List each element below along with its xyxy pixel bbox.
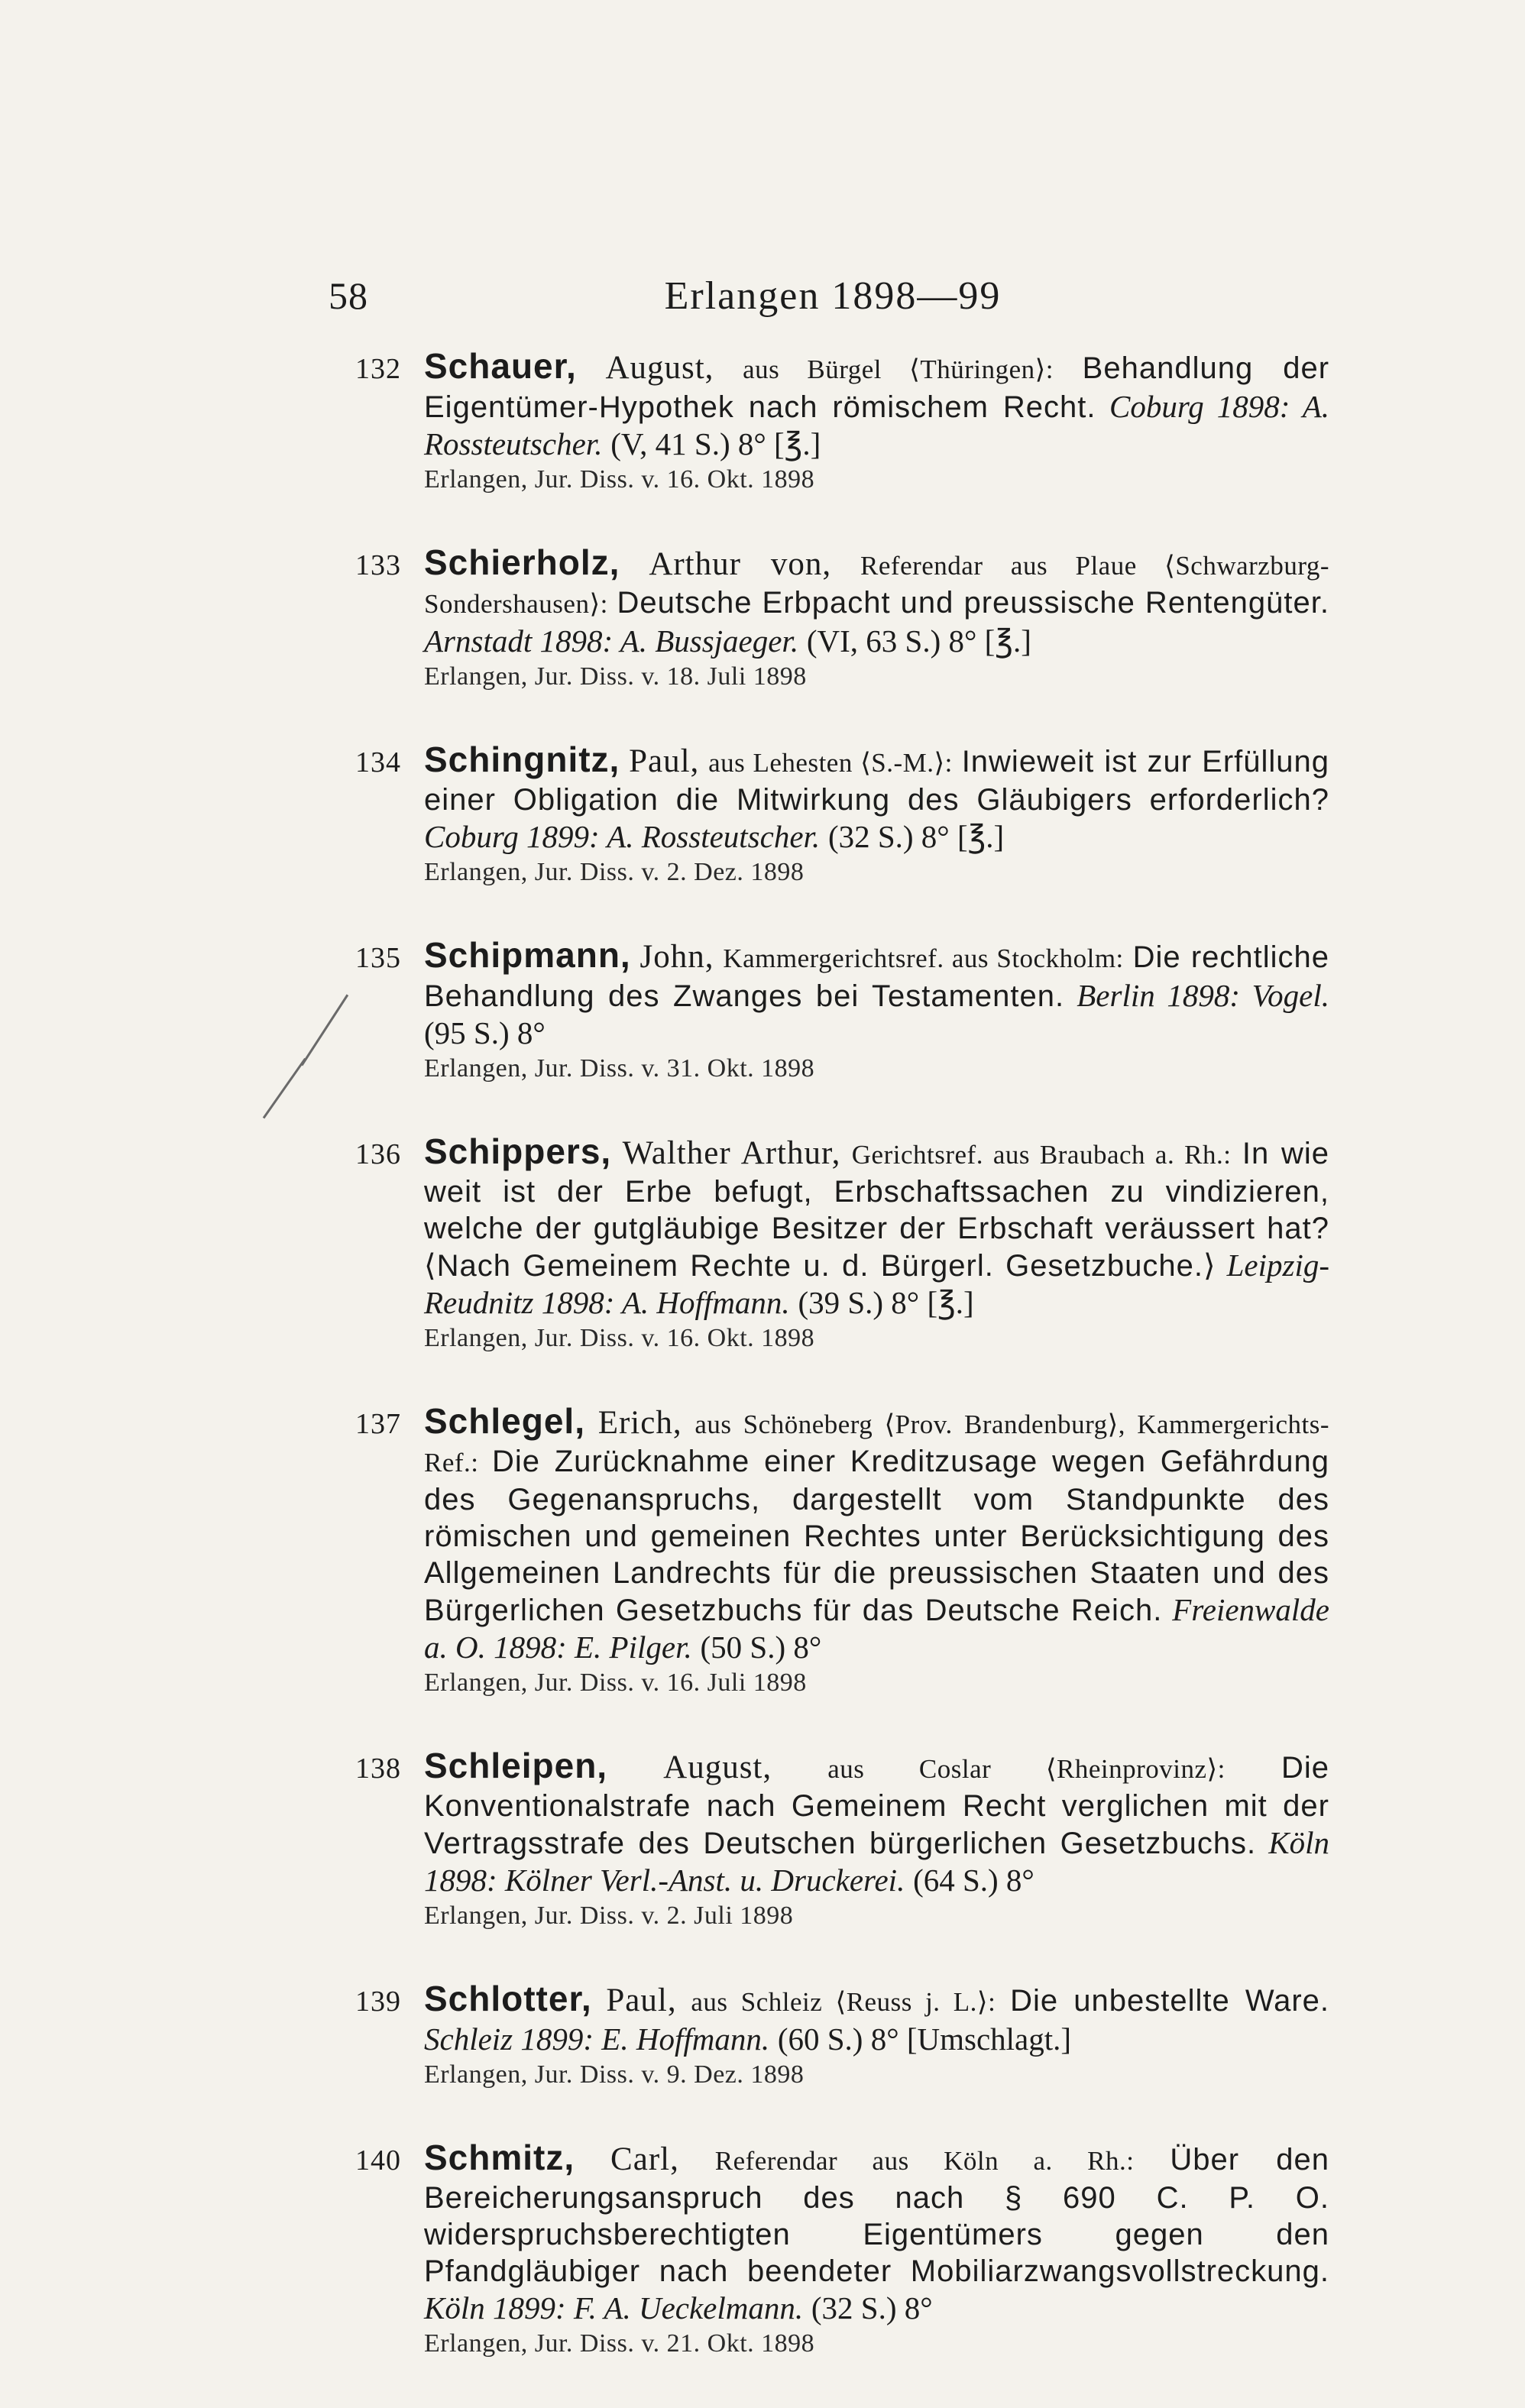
- entry-number: 138: [355, 1753, 401, 1785]
- collation: (32 S.) 8°: [811, 2290, 933, 2325]
- list-item: [355, 544, 1329, 694]
- imprint: Freienwalde a. O. 1898: E. Pilger.: [424, 1592, 1329, 1665]
- list-item: [355, 2139, 1329, 2361]
- page-number: 58: [329, 274, 368, 317]
- entry-citation: [424, 1403, 1329, 1666]
- dissertation-title: Die Konventionalstrafe nach Gemeinem Recht verglichen mit der Vertragsstrafe des Deutschen bürgerlichen Gesetzbuchs.: [424, 1751, 1329, 1860]
- entry-number: 132: [355, 353, 401, 385]
- entry-number: 136: [355, 1138, 401, 1170]
- author-surname: Schipmann,: [424, 935, 631, 975]
- entry-number: 135: [355, 942, 401, 974]
- author-given-name: Walther Arthur,: [622, 1135, 841, 1171]
- author-given-name: Paul,: [629, 743, 700, 779]
- author-surname: Schierholz,: [424, 542, 620, 582]
- running-title: Erlangen 1898—99: [664, 274, 1002, 318]
- entry-citation: [424, 937, 1329, 1052]
- author-origin: aus Schöneberg ⟨Prov. Brandenburg⟩, Kammergerichts-Ref.:: [424, 1410, 1330, 1477]
- entry-citation: [424, 348, 1329, 463]
- list-item: [355, 348, 1329, 497]
- author-surname: Schleipen,: [424, 1746, 608, 1785]
- author-given-name: Arthur von,: [649, 546, 832, 582]
- author-given-name: Paul,: [606, 1982, 677, 2018]
- author-given-name: John,: [639, 939, 714, 975]
- author-origin: Referendar aus Plaue ⟨Schwarzburg-Sondershausen⟩:: [424, 551, 1330, 619]
- dissertation-note: Erlangen, Jur. Diss. v. 18. Juli 1898: [424, 662, 807, 691]
- dissertation-title: Über den Bereicherungsanspruch des nach § 690 C. P. O. widerspruchsberechtigten Eigentümers gegen den Pfandgläubiger nach beendeter Mobiliarzwangsvollstreckung.: [424, 2143, 1330, 2288]
- dissertation-note: Erlangen, Jur. Diss. v. 16. Okt. 1898: [424, 465, 815, 494]
- dissertation-title: Behandlung der Eigentümer-Hypothek nach römischem Recht.: [424, 351, 1330, 424]
- imprint: Arnstadt 1898: A. Bussjaeger.: [424, 623, 799, 659]
- page-header: [329, 273, 1337, 335]
- imprint: Coburg 1899: A. Rossteutscher.: [424, 819, 821, 854]
- collation: (50 S.) 8°: [700, 1630, 822, 1665]
- entry-citation: [424, 1747, 1329, 1899]
- author-origin: aus Bürgel ⟨Thüringen⟩:: [743, 354, 1054, 384]
- author-surname: Schlotter,: [424, 1979, 592, 2018]
- imprint: Berlin 1898: Vogel.: [1077, 978, 1330, 1013]
- collation: (V, 41 S.) 8° [℥.]: [610, 426, 821, 461]
- author-given-name: August,: [663, 1749, 772, 1785]
- entry-citation: [424, 2139, 1329, 2327]
- collation: (95 S.) 8°: [424, 1015, 546, 1050]
- dissertation-note: Erlangen, Jur. Diss. v. 16. Juli 1898: [424, 1668, 807, 1697]
- author-origin: aus Coslar ⟨Rheinprovinz⟩:: [827, 1754, 1226, 1784]
- imprint: Köln 1899: F. A. Ueckelmann.: [424, 2290, 804, 2325]
- imprint: Coburg 1898: A. Rossteutscher.: [424, 389, 1329, 461]
- pencil-mark: [263, 1058, 306, 1119]
- author-surname: Schmitz,: [424, 2138, 575, 2177]
- collation: (39 S.) 8° [℥.]: [798, 1285, 974, 1320]
- author-given-name: Erich,: [597, 1405, 682, 1441]
- dissertation-note: Erlangen, Jur. Diss. v. 2. Juli 1898: [424, 1901, 794, 1930]
- dissertation-note: Erlangen, Jur. Diss. v. 2. Dez. 1898: [424, 858, 805, 886]
- collation: (VI, 63 S.) 8° [℥.]: [806, 623, 1031, 659]
- dissertation-note: Erlangen, Jur. Diss. v. 9. Dez. 1898: [424, 2060, 805, 2089]
- list-item: [355, 1747, 1329, 1933]
- list-item: [355, 741, 1329, 889]
- pencil-mark: [301, 994, 348, 1066]
- collation: (32 S.) 8° [℥.]: [827, 819, 1005, 854]
- dissertation-title: Die Zurücknahme einer Kreditzusage wegen Gefährdung des Gegenanspruchs, dargestellt vom Standpunkte des römischen und gemeinen Rechtes unter Berücksichtigung des Allgemeinen Landrechts für die preussischen Staaten und des Bürgerlichen Gesetzbuchs für das Deutsche Reich.: [424, 1445, 1329, 1627]
- author-given-name: Carl,: [610, 2141, 679, 2177]
- imprint: Schleiz 1899: E. Hoffmann.: [424, 2021, 770, 2057]
- author-given-name: August,: [605, 350, 714, 386]
- author-surname: Schlegel,: [424, 1401, 585, 1441]
- author-origin: Kammergerichtsref. aus Stockholm:: [723, 943, 1124, 973]
- entry-list: [355, 348, 1329, 2408]
- dissertation-note: Erlangen, Jur. Diss. v. 16. Okt. 1898: [424, 1324, 815, 1352]
- list-item: [355, 937, 1329, 1086]
- collation: (60 S.) 8° [Umschlagt.]: [777, 2021, 1072, 2057]
- author-surname: Schippers,: [424, 1131, 612, 1171]
- entry-citation: [424, 741, 1329, 856]
- author-origin: aus Schleiz ⟨Reuss j. L.⟩:: [691, 1987, 996, 2017]
- entry-number: 140: [355, 2144, 401, 2177]
- dissertation-title: Die unbestellte Ware.: [1010, 1984, 1330, 2018]
- imprint: Leipzig-Reudnitz 1898: A. Hoffmann.: [424, 1248, 1329, 1320]
- author-surname: Schingnitz,: [424, 740, 620, 779]
- entry-citation: [424, 1133, 1329, 1322]
- collation: (64 S.) 8°: [913, 1863, 1034, 1898]
- author-surname: Schauer,: [424, 346, 577, 386]
- dissertation-title: Inwieweit ist zur Erfüllung einer Obligation die Mitwirkung des Gläubigers erforderlich?: [424, 745, 1330, 817]
- dissertation-note: Erlangen, Jur. Diss. v. 21. Okt. 1898: [424, 2329, 815, 2358]
- list-item: [355, 1133, 1329, 1355]
- entry-citation: [424, 544, 1329, 660]
- author-origin: Referendar aus Köln a. Rh.:: [714, 2146, 1135, 2176]
- dissertation-title: Deutsche Erbpacht und preussische Rentengüter.: [617, 586, 1329, 620]
- imprint: Köln 1898: Kölner Verl.-Anst. u. Druckerei.: [424, 1825, 1330, 1898]
- list-item: [355, 1403, 1329, 1700]
- author-origin: Gerichtsref. aus Braubach a. Rh.:: [851, 1140, 1232, 1170]
- dissertation-title: In wie weit ist der Erbe befugt, Erbschaftssachen zu vindizieren, welche der gutgläubige Besitzer der Erbschaft veräussert hat? ⟨Nach Gemeinem Rechte u. d. Bürgerl. Gesetzbuche.⟩: [424, 1137, 1330, 1283]
- dissertation-title: Die rechtliche Behandlung des Zwanges bei Testamenten.: [424, 940, 1330, 1013]
- entry-number: 134: [355, 746, 401, 778]
- author-origin: aus Lehesten ⟨S.-M.⟩:: [708, 748, 953, 778]
- entry-number: 137: [355, 1408, 401, 1440]
- entry-number: 133: [355, 549, 401, 581]
- dissertation-note: Erlangen, Jur. Diss. v. 31. Okt. 1898: [424, 1054, 815, 1083]
- entry-number: 139: [355, 1986, 401, 2018]
- entry-citation: [424, 1980, 1329, 2058]
- list-item: [355, 1980, 1329, 2092]
